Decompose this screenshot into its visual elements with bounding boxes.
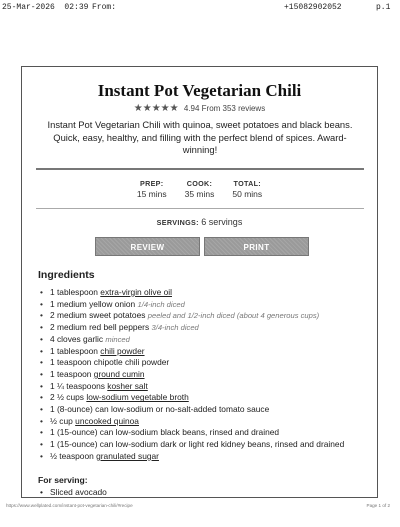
fax-phone: +15082902052	[284, 3, 342, 12]
review-button[interactable]: REVIEW	[95, 237, 200, 256]
footer-url[interactable]: https://www.wellplated.com/instant-pot-vegetarian-chili/#recipe	[6, 503, 133, 508]
time-value: 15 mins	[136, 189, 167, 199]
recipe-description: Instant Pot Vegetarian Chili with quinoa, sweet potatoes and black beans. Quick, easy, healthy, and filling with the perfect blend of spices. Award-winning!	[47, 119, 353, 155]
print-button[interactable]: PRINT	[204, 237, 309, 256]
ingredient-text: 2 medium sweet potatoes	[50, 310, 148, 321]
ingredient-text: 1 (15-ounce) can low-sodium dark or light red kidney beans, rinsed and drained	[50, 439, 345, 450]
recipe-times	[22, 179, 377, 199]
ingredient-item	[38, 439, 368, 451]
ingredient-item	[38, 334, 368, 346]
fax-page: p.1	[376, 3, 391, 12]
ingredient-text: 2 medium red bell peppers	[50, 322, 152, 333]
ingredient-item	[38, 310, 368, 322]
fax-header	[0, 0, 400, 14]
ingredient-text: 1 tablespoon	[50, 287, 101, 297]
ingredient-note: peeled and 1/2-inch diced (about 4 generous cups)	[147, 311, 320, 321]
ingredient-note: 1/4-inch diced	[137, 299, 185, 309]
ingredient-item	[38, 322, 368, 334]
time-label: COOK:	[186, 179, 213, 188]
servings-label: SERVINGS:	[156, 218, 199, 227]
recipe-title: Instant Pot Vegetarian Chili	[97, 81, 302, 100]
ingredient-item	[38, 416, 368, 428]
ingredient-text: 1 tablespoon	[50, 345, 101, 356]
star-rating-icon[interactable]: ★★★★★	[133, 103, 179, 114]
servings	[22, 217, 377, 227]
ingredient-item	[38, 392, 368, 404]
divider	[36, 168, 364, 170]
total-time	[232, 179, 262, 199]
time-label: TOTAL:	[233, 179, 261, 188]
ingredient-link[interactable]: granulated sugar	[96, 450, 159, 461]
time-value: 50 mins	[232, 189, 263, 199]
ingredient-link[interactable]: ground cumin	[93, 368, 145, 379]
servings-value[interactable]: 6 servings	[201, 217, 243, 227]
ingredient-note: minced	[105, 334, 130, 344]
time-value: 35 mins	[184, 189, 215, 199]
ingredient-item	[38, 299, 368, 311]
ingredient-text: 4 cloves garlic	[50, 333, 106, 344]
ingredient-item	[38, 427, 368, 439]
recipe-rating	[22, 103, 377, 114]
rating-text: 4.94 From 353 reviews	[183, 104, 266, 113]
ingredient-item	[38, 346, 368, 358]
ingredient-link[interactable]: uncooked quinoa	[75, 415, 139, 426]
serving-item: • Sliced avocado	[38, 487, 107, 497]
ingredient-text: 2 ½ cups	[50, 392, 87, 403]
footer-page: Page 1 of 2	[366, 503, 390, 508]
serving-list	[38, 487, 107, 497]
ingredient-text: 1 ¼ teaspoons	[50, 380, 108, 391]
ingredient-note: 3/4-inch diced	[151, 323, 199, 333]
fax-date: 25-Mar-2026 02:39	[2, 3, 89, 12]
ingredient-text: 1 (15-ounce) can low-sodium black beans, rinsed and drained	[50, 427, 280, 438]
ingredient-link[interactable]: chili powder	[100, 345, 145, 356]
recipe-card	[21, 66, 378, 498]
ingredient-item	[38, 369, 368, 381]
divider	[36, 208, 364, 209]
ingredient-item	[38, 357, 368, 369]
ingredient-item	[38, 287, 368, 299]
time-label: PREP:	[139, 179, 164, 188]
ingredient-link[interactable]: low-sodium vegetable broth	[86, 392, 189, 403]
serving-heading: For serving:	[38, 475, 88, 485]
prep-time	[137, 179, 167, 199]
ingredients-heading: Ingredients	[38, 269, 95, 281]
ingredient-item	[38, 381, 368, 393]
ingredients-list	[38, 287, 368, 463]
cook-time	[185, 179, 215, 199]
ingredient-link[interactable]: kosher salt	[107, 380, 148, 391]
ingredient-text: 1 medium yellow onion	[50, 298, 138, 309]
ingredient-text: ½ teaspoon	[50, 450, 97, 461]
ingredient-text: 1 teaspoon	[50, 368, 94, 379]
ingredient-item	[38, 451, 368, 463]
fax-from: From:	[92, 3, 117, 12]
ingredient-item	[38, 404, 368, 416]
ingredient-text: 1 (8-ounce) can low-sodium or no-salt-added tomato sauce	[50, 404, 270, 415]
ingredient-text: 1 teaspoon chipotle chili powder	[50, 357, 170, 368]
ingredient-link[interactable]: extra-virgin olive oil	[100, 287, 172, 297]
ingredient-text: ½ cup	[50, 415, 76, 426]
